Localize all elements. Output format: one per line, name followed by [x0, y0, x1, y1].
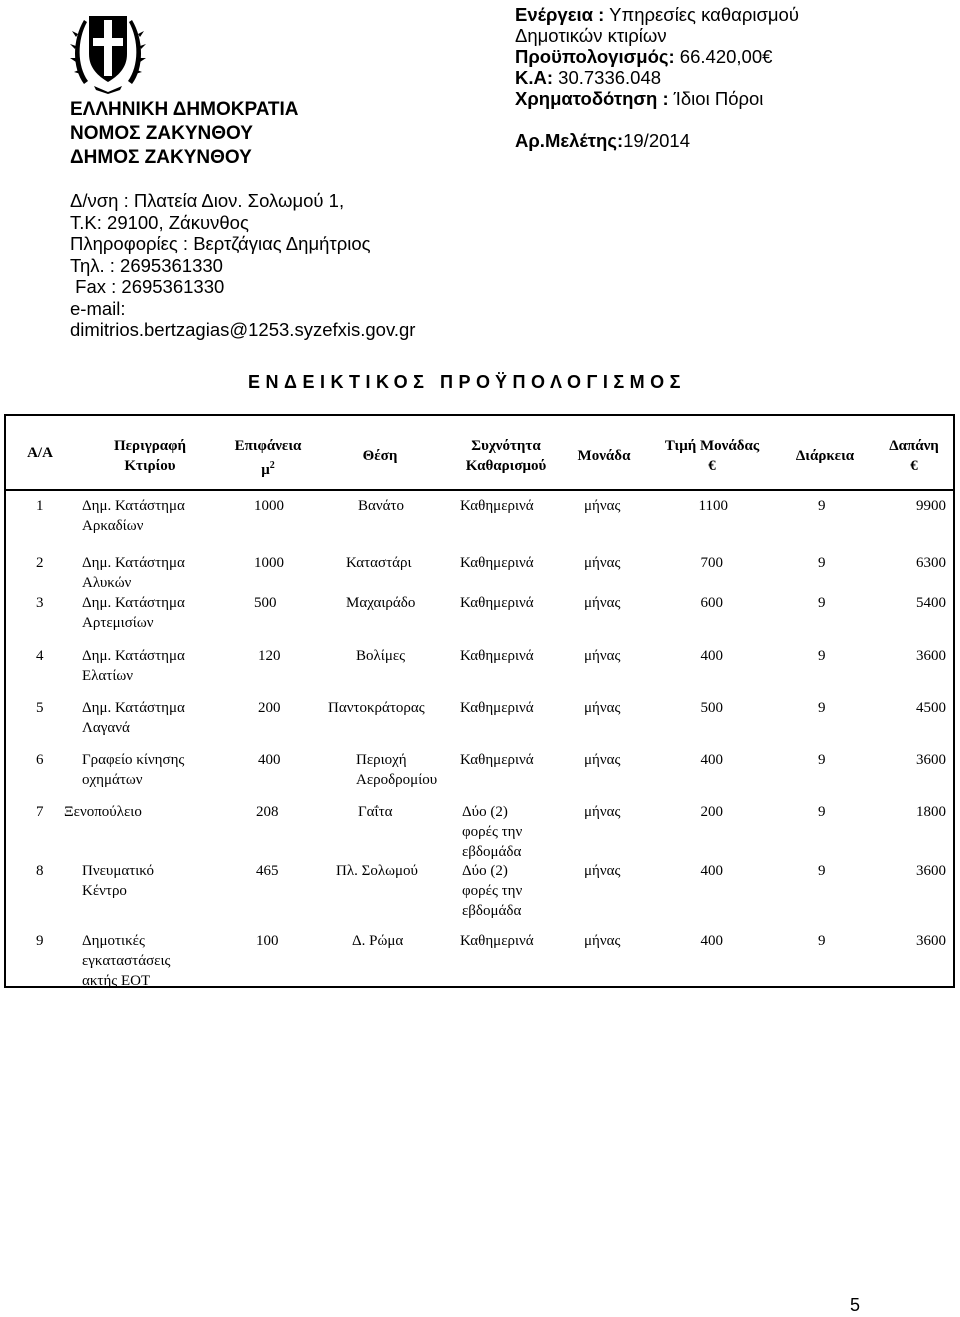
funding-value: Ίδιοι Πόροι	[668, 88, 764, 109]
row-frequency: Καθημερινά	[460, 752, 534, 768]
row-area: 100	[256, 933, 279, 949]
row-cost: 4500	[916, 700, 946, 716]
row-price: 400	[700, 863, 723, 879]
row-area: 200	[258, 700, 281, 716]
row-duration: 9	[818, 700, 826, 716]
row-unit: μήνας	[584, 804, 621, 820]
row-description: Ξενοπούλειο	[64, 804, 142, 820]
row-duration: 9	[818, 498, 826, 514]
row-price: 400	[700, 648, 723, 664]
row-area: 208	[256, 804, 279, 820]
activity-value-continued: Δημοτικών κτιρίων	[515, 25, 667, 46]
row-number: 9	[36, 933, 44, 949]
row-duration: 9	[818, 555, 826, 571]
row-frequency: Καθημερινά	[460, 700, 534, 716]
row-location: Καταστάρι	[346, 555, 412, 571]
info-line: Πληροφορίες : Βερτζάγιας Δημήτριος	[70, 233, 371, 254]
row-cost: 9900	[916, 498, 946, 514]
ka-line	[515, 67, 799, 88]
row-area: 120	[258, 648, 281, 664]
row-frequency: Καθημερινά	[460, 595, 534, 611]
country-name: ΕΛΛΗΝΙΚΗ ΔΗΜΟΚΡΑΤΙΑ	[70, 99, 299, 120]
activity-value: Υπηρεσίες καθαρισμού	[604, 4, 799, 25]
activity-line	[515, 4, 799, 25]
header-location: Θέση	[362, 448, 398, 464]
row-frequency: Δύο (2) φορές την εβδομάδα	[462, 804, 523, 860]
row-frequency: Δύο (2) φορές την εβδομάδα	[462, 863, 523, 919]
budget-label: Προϋπολογισμός:	[515, 46, 675, 67]
row-duration: 9	[818, 648, 826, 664]
header-duration: Διάρκεια	[795, 448, 855, 464]
study-line	[515, 130, 799, 151]
row-number: 7	[36, 804, 44, 820]
row-unit: μήνας	[584, 863, 621, 879]
row-area: 400	[258, 752, 281, 768]
project-info	[515, 4, 799, 151]
funding-label: Χρηματοδότηση :	[515, 88, 669, 109]
row-duration: 9	[818, 863, 826, 879]
row-location: Γαΐτα	[358, 804, 393, 820]
row-unit: μήνας	[584, 648, 621, 664]
row-frequency: Καθημερινά	[460, 933, 534, 949]
address-line-1: Δ/νση : Πλατεία Διον. Σολωμού 1,	[70, 190, 345, 211]
row-number: 5	[36, 700, 44, 716]
row-number: 1	[36, 498, 44, 514]
row-price: 1100	[698, 498, 728, 514]
header-area: Επιφάνεια $\mu^2$	[234, 438, 302, 478]
row-duration: 9	[818, 752, 826, 768]
row-frequency: Καθημερινά	[460, 555, 534, 571]
contact-block	[70, 190, 415, 341]
ka-label: Κ.Α:	[515, 67, 554, 88]
row-cost: 3600	[916, 863, 946, 879]
row-description: Γραφείο κίνησης οχημάτων	[82, 752, 185, 788]
table-header-divider	[4, 489, 955, 491]
row-number: 8	[36, 863, 44, 879]
row-location: Βανάτο	[358, 498, 405, 514]
page-number: 5	[850, 1295, 861, 1315]
row-unit: μήνας	[584, 700, 621, 716]
header-description: Περιγραφή Κτιρίου	[113, 438, 187, 474]
row-location: Βολίμες	[356, 648, 406, 664]
row-duration: 9	[818, 933, 826, 949]
ka-value: 30.7336.048	[553, 67, 662, 88]
row-unit: μήνας	[584, 498, 621, 514]
row-price: 700	[700, 555, 723, 571]
row-price: 400	[700, 933, 723, 949]
municipality-name: ΔΗΜΟΣ ΖΑΚΥΝΘΟΥ	[70, 147, 252, 168]
row-unit: μήνας	[584, 595, 621, 611]
row-number: 2	[36, 555, 44, 571]
row-area: 1000	[254, 498, 284, 514]
row-cost: 1800	[916, 804, 946, 820]
row-cost: 6300	[916, 555, 946, 571]
row-cost: 5400	[916, 595, 946, 611]
row-description: Δημοτικές εγκαταστάσεις ακτής ΕΟΤ	[82, 933, 171, 989]
header-cost: Δαπάνη €	[889, 438, 939, 474]
row-description: Δημ. Κατάστημα Αλυκών	[82, 555, 185, 591]
header-unit-price: Τιμή Μονάδας €	[664, 438, 760, 474]
row-price: 400	[700, 752, 723, 768]
header-frequency: Συχνότητα Καθαρισμού	[465, 438, 547, 474]
row-unit: μήνας	[584, 555, 621, 571]
prefecture-name: ΝΟΜΟΣ ΖΑΚΥΝΘΟΥ	[70, 123, 253, 144]
budget-value: 66.420,00€	[674, 46, 773, 67]
document-title: ΕΝΔΕΙΚΤΙΚΟΣ ΠΡΟΫΠΟΛΟΓΙΣΜΟΣ	[248, 372, 686, 392]
row-cost: 3600	[916, 752, 946, 768]
email-address: dimitrios.bertzagias@1253.syzefxis.gov.gr	[70, 319, 416, 340]
row-description: Δημ. Κατάστημα Ελατίων	[82, 648, 185, 684]
row-duration: 9	[818, 804, 826, 820]
row-description: Δημ. Κατάστημα Αρκαδίων	[82, 498, 185, 534]
address-line-2: Τ.Κ: 29100, Ζάκυνθος	[70, 211, 249, 233]
budget-line	[515, 46, 799, 67]
study-label: Αρ.Μελέτης:	[515, 130, 624, 151]
row-area: 1000	[254, 555, 284, 571]
row-description: Δημ. Κατάστημα Αρτεμισίων	[82, 595, 185, 631]
row-price: 500	[700, 700, 723, 716]
row-number: 6	[36, 752, 44, 768]
phone-line: Τηλ. : 2695361330	[70, 254, 223, 276]
issuer-header	[70, 98, 298, 170]
row-location: Πλ. Σολωμού	[336, 863, 418, 879]
study-value: 19/2014	[623, 130, 690, 151]
row-price: 600	[700, 595, 723, 611]
row-price: 200	[700, 804, 723, 820]
greek-republic-emblem-icon	[70, 4, 146, 94]
row-description: Πνευματικό Κέντρο	[82, 863, 155, 899]
row-cost: 3600	[916, 648, 946, 664]
row-location: Δ. Ρώμα	[352, 933, 404, 949]
row-number: 3	[36, 595, 44, 611]
row-frequency: Καθημερινά	[460, 498, 534, 514]
row-cost: 3600	[916, 933, 946, 949]
row-location: Μαχαιράδο	[346, 595, 416, 611]
row-duration: 9	[818, 595, 826, 611]
fax-line: Fax : 2695361330	[70, 276, 225, 297]
row-area: 465	[256, 863, 279, 879]
header-unit: Μονάδα	[577, 448, 631, 464]
row-number: 4	[36, 648, 44, 664]
row-location: Παντοκράτορας	[328, 700, 425, 716]
activity-label: Ενέργεια :	[515, 4, 605, 25]
row-area: 500	[254, 595, 277, 611]
row-frequency: Καθημερινά	[460, 648, 534, 664]
header-aa: Α/Α	[27, 445, 53, 461]
row-unit: μήνας	[584, 933, 621, 949]
row-location: Περιοχή Αεροδρομίου	[356, 752, 438, 788]
row-unit: μήνας	[584, 752, 621, 768]
row-description: Δημ. Κατάστημα Λαγανά	[82, 700, 185, 736]
email-label: e-mail:	[70, 297, 126, 319]
funding-line	[515, 88, 799, 109]
